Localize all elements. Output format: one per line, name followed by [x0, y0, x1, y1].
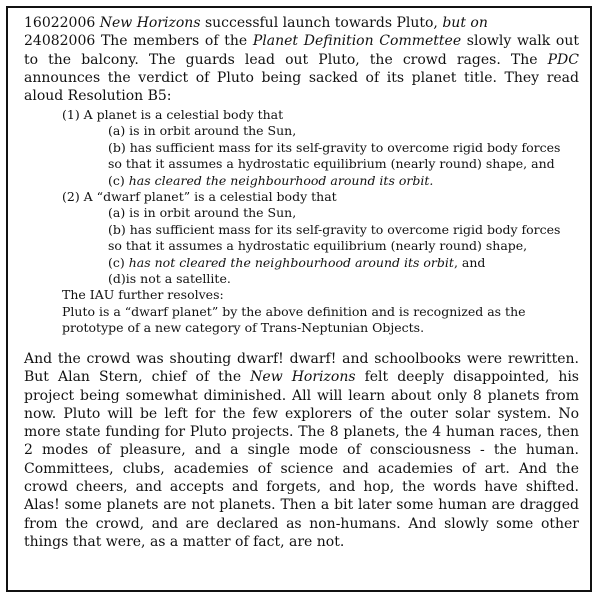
dwarf-planet-definition-heading: (2) A “dwarf planet” is a celestial body that — [62, 189, 337, 205]
ship-name-closing: New Horizons — [250, 369, 356, 386]
dwarf-criterion-c-label: (c) — [108, 254, 129, 270]
intro-line1-text: successful launch towards Pluto, — [200, 15, 443, 31]
closing-text — [24, 350, 579, 551]
resolution-b5-block — [62, 107, 577, 337]
ship-name: New Horizons — [99, 15, 201, 31]
planet-criterion-c — [62, 173, 577, 189]
iau-further-resolves: The IAU further resolves: — [62, 287, 224, 303]
pluto-resolution: Pluto is a “dwarf planet” by the above definition and is recognized as the prototype of a new category of Trans-Neptunian Objects. — [62, 303, 526, 336]
intro-line2-cont: slowly walk out to the balcony. The guards lead out Pluto, the crowd rages. The — [24, 33, 580, 68]
intro-paragraph — [24, 14, 579, 105]
dwarf-criterion-c — [62, 255, 577, 271]
dwarf-criterion-d: (d)is not a satellite. — [108, 271, 231, 287]
but-on-text: but on — [442, 15, 488, 31]
criterion-c-text: has cleared the neighbourhood around its orbit. — [128, 172, 434, 188]
closing-paragraph — [24, 350, 579, 551]
dwarf-criterion-c-text: has not cleared the neighbourhood around its orbit — [128, 254, 454, 270]
dwarf-criterion-a: (a) is in orbit around the Sun, — [108, 205, 297, 221]
closing-text-b: felt deeply disappointed, his project being somewhat diminished. All will learn about only 8 planets from now. Pluto will be left for the few explorers of the outer solar system. No more state funding for Pluto projects. The 8 planets, the 4 human races, then 2 modes of pleasure, and a single mode of consciousness - the human. Committees, clubs, academies of science and academies of art. And the crowd cheers, and accepts and forgets, and hop, the words have shifted. Alas! some planets are not planets. Then a bit later some human are dragged from the crowd, and are declared as non-humans. And slowly some other things that were, as a matter of fact, are not. — [24, 369, 579, 550]
committee-name: Planet Definition Commettee — [252, 33, 462, 50]
planet-criterion-b: (b) has sufficient mass for its self-gravity to overcome rigid body forces so that it assumes a hydrostatic equilibrium (nearly round) shape, and — [108, 139, 561, 172]
intro-line2-end: announces the verdict of Pluto being sacked of its planet title. They read aloud Resolution B5: — [24, 69, 579, 105]
pdc-abbrev: PDC — [547, 51, 579, 68]
dwarf-criterion-b: (b) has sufficient mass for its self-gravity to overcome rigid body forces so that it assumes a hydrostatic equilibrium (nearly round) shape, — [108, 221, 561, 254]
verdict-date: 24082006 — [24, 33, 96, 50]
closing-text-a: And the crowd was shouting dwarf! dwarf! and schoolbooks were rewritten. But Alan Stern, chief of the — [24, 351, 579, 386]
dwarf-criterion-c-suffix: , and — [453, 254, 486, 270]
intro-text — [24, 14, 579, 105]
criterion-c-label: (c) — [108, 172, 129, 188]
planet-criterion-a: (a) is in orbit around the Sun, — [108, 123, 297, 139]
launch-date: 16022006 — [24, 15, 96, 31]
intro-line2-text: The members of the — [95, 33, 253, 50]
planet-definition-heading: (1) A planet is a celestial body that — [62, 107, 284, 122]
